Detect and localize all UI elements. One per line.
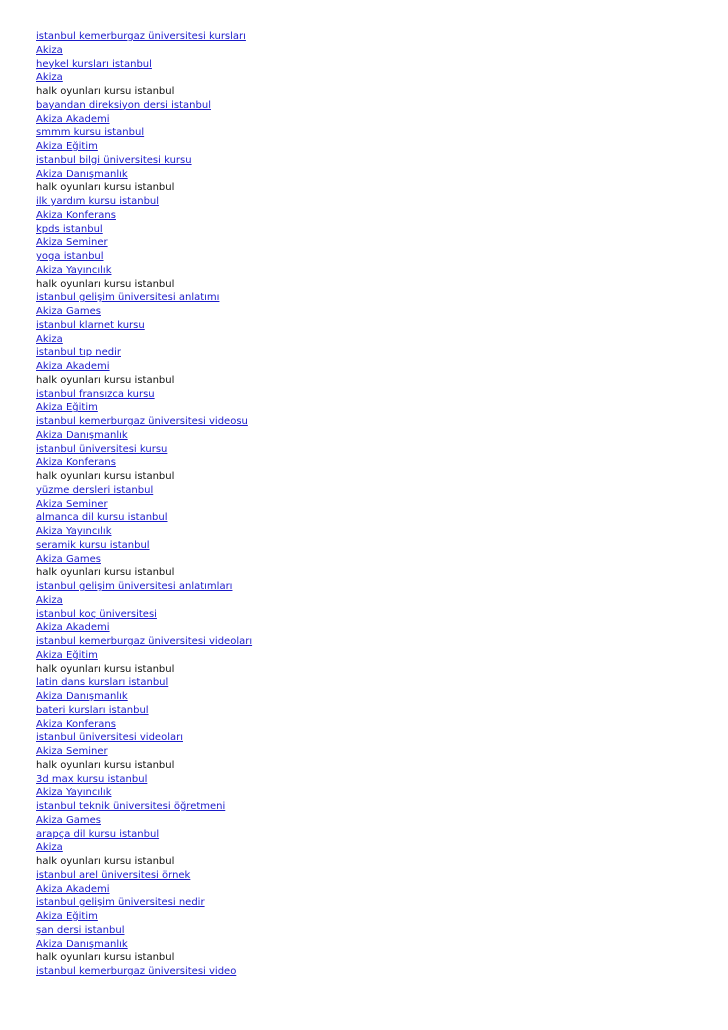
link-line — [36, 841, 696, 855]
link-line — [36, 580, 696, 594]
hyperlink[interactable]: kpds istanbul — [36, 223, 103, 235]
hyperlink[interactable]: istanbul klarnet kursu — [36, 319, 145, 331]
link-line — [36, 113, 696, 127]
link-line — [36, 154, 696, 168]
link-line — [36, 429, 696, 443]
link-line — [36, 126, 696, 140]
link-line — [36, 608, 696, 622]
link-line — [36, 498, 696, 512]
link-line — [36, 209, 696, 223]
link-line — [36, 690, 696, 704]
hyperlink[interactable]: istanbul üniversitesi videoları — [36, 732, 183, 744]
text-line: halk oyunları kursu istanbul — [36, 759, 175, 771]
hyperlink[interactable]: Akiza Eğitim — [36, 402, 98, 414]
link-line — [36, 388, 696, 402]
link-line — [36, 704, 696, 718]
link-line — [36, 676, 696, 690]
link-line — [36, 305, 696, 319]
text-line: halk oyunları kursu istanbul — [36, 278, 175, 290]
link-line — [36, 71, 696, 85]
hyperlink[interactable]: Akiza Konferans — [36, 209, 116, 221]
hyperlink[interactable]: bayandan direksiyon dersi istanbul — [36, 99, 211, 111]
link-line — [36, 800, 696, 814]
hyperlink[interactable]: Akiza Konferans — [36, 457, 116, 469]
link-line — [36, 965, 696, 979]
link-line — [36, 30, 696, 44]
link-line — [36, 291, 696, 305]
hyperlink[interactable]: Akiza Akademi — [36, 622, 110, 634]
hyperlink[interactable]: istanbul üniversitesi kursu — [36, 443, 168, 455]
hyperlink[interactable]: bateri kursları istanbul — [36, 704, 149, 716]
link-line — [36, 511, 696, 525]
link-line — [36, 539, 696, 553]
link-line — [36, 264, 696, 278]
hyperlink[interactable]: yoga istanbul — [36, 251, 104, 262]
link-line — [36, 346, 696, 360]
hyperlink[interactable]: Akiza Danışmanlık — [36, 691, 128, 702]
hyperlink[interactable]: yüzme dersleri istanbul — [36, 484, 154, 496]
link-line — [36, 58, 696, 72]
text-line: halk oyunları kursu istanbul — [36, 182, 175, 194]
hyperlink[interactable]: latin dans kursları istanbul — [36, 677, 169, 689]
hyperlink[interactable]: Akiza Seminer — [36, 498, 108, 510]
hyperlink[interactable]: istanbul kemerburgaz üniversitesi videoları — [36, 636, 253, 647]
link-line — [36, 594, 696, 608]
link-line — [36, 401, 696, 415]
hyperlink[interactable]: Akiza Games — [36, 814, 101, 826]
hyperlink[interactable]: Akiza Konferans — [36, 718, 116, 730]
hyperlink[interactable]: Akiza Yayıncılık — [36, 526, 112, 537]
link-line — [36, 828, 696, 842]
hyperlink[interactable]: smmm kursu istanbul — [36, 127, 145, 139]
text-line: halk oyunları kursu istanbul — [36, 374, 175, 386]
hyperlink[interactable]: Akiza Eğitim — [36, 911, 98, 922]
link-line — [36, 236, 696, 250]
text-line: halk oyunları kursu istanbul — [36, 663, 175, 675]
hyperlink[interactable]: Akiza — [36, 594, 63, 606]
hyperlink[interactable]: Akiza Games — [36, 306, 101, 317]
hyperlink[interactable]: istanbul kemerburgaz üniversitesi videosu — [36, 416, 248, 427]
hyperlink[interactable]: Akiza Akademi — [36, 361, 110, 372]
hyperlink[interactable]: istanbul kemerburgaz üniversitesi kursları — [36, 31, 246, 42]
hyperlink[interactable]: istanbul fransızca kursu — [36, 388, 155, 400]
hyperlink[interactable]: Akiza Yayıncılık — [36, 787, 112, 799]
hyperlink[interactable]: istanbul koç üniversitesi — [36, 608, 157, 620]
link-line — [36, 731, 696, 745]
hyperlink[interactable]: Akiza Eğitim — [36, 141, 98, 152]
link-line — [36, 360, 696, 374]
text-line: halk oyunları kursu istanbul — [36, 856, 175, 867]
link-line — [36, 910, 696, 924]
hyperlink[interactable]: Akiza Yayıncılık — [36, 264, 112, 276]
hyperlink[interactable]: ilk yardım kursu istanbul — [36, 196, 160, 207]
hyperlink[interactable]: Akiza Danışmanlık — [36, 429, 128, 441]
hyperlink[interactable]: istanbul gelişim üniversitesi anlatımları — [36, 581, 233, 592]
hyperlink[interactable]: istanbul gelişim üniversitesi nedir — [36, 897, 205, 909]
hyperlink[interactable]: istanbul bilgi üniversitesi kursu — [36, 154, 192, 166]
link-line — [36, 250, 696, 264]
hyperlink[interactable]: şan dersi istanbul — [36, 924, 125, 936]
link-line — [36, 44, 696, 58]
hyperlink[interactable]: Akiza Seminer — [36, 237, 108, 249]
hyperlink[interactable]: Akiza Danışmanlık — [36, 938, 128, 950]
hyperlink[interactable]: istanbul kemerburgaz üniversitesi video — [36, 966, 237, 977]
link-line — [36, 649, 696, 663]
link-line — [36, 883, 696, 897]
hyperlink[interactable]: Akiza Akademi — [36, 883, 110, 895]
document-page — [36, 30, 696, 979]
hyperlink[interactable]: Akiza Games — [36, 553, 101, 565]
link-line — [36, 140, 696, 154]
hyperlink[interactable]: seramik kursu istanbul — [36, 539, 150, 551]
hyperlink[interactable]: Akiza Akademi — [36, 113, 110, 125]
hyperlink[interactable]: 3d max kursu istanbul — [36, 773, 148, 785]
hyperlink[interactable]: heykel kursları istanbul — [36, 58, 152, 70]
hyperlink[interactable]: Akiza Seminer — [36, 746, 108, 757]
link-line — [36, 938, 696, 952]
hyperlink[interactable]: istanbul arel üniversitesi örnek — [36, 869, 191, 881]
hyperlink[interactable]: Akiza — [36, 842, 63, 854]
link-line — [36, 924, 696, 938]
hyperlink[interactable]: almanca dil kursu istanbul — [36, 512, 168, 524]
hyperlink[interactable]: Akiza — [36, 72, 63, 84]
text-line: halk oyunları kursu istanbul — [36, 567, 175, 579]
text-line: halk oyunları kursu istanbul — [36, 471, 175, 482]
link-line — [36, 635, 696, 649]
hyperlink[interactable]: istanbul gelişim üniversitesi anlatımı — [36, 292, 220, 304]
link-line — [36, 319, 696, 333]
hyperlink[interactable]: istanbul tıp nedir — [36, 347, 121, 359]
link-line — [36, 773, 696, 787]
link-line — [36, 621, 696, 635]
hyperlink[interactable]: Akiza — [36, 333, 63, 345]
link-line — [36, 718, 696, 732]
link-line — [36, 415, 696, 429]
link-line — [36, 333, 696, 347]
hyperlink[interactable]: istanbul teknik üniversitesi öğretmeni — [36, 801, 226, 812]
link-line — [36, 814, 696, 828]
link-line — [36, 195, 696, 209]
link-line — [36, 484, 696, 498]
text-line: halk oyunları kursu istanbul — [36, 86, 175, 97]
link-line — [36, 896, 696, 910]
link-line — [36, 456, 696, 470]
link-line — [36, 745, 696, 759]
link-line — [36, 525, 696, 539]
link-line — [36, 869, 696, 883]
link-line — [36, 223, 696, 237]
link-line — [36, 786, 696, 800]
hyperlink[interactable]: Akiza Eğitim — [36, 649, 98, 661]
hyperlink[interactable]: Akiza — [36, 44, 63, 56]
hyperlink[interactable]: Akiza Danışmanlık — [36, 168, 128, 180]
hyperlink[interactable]: arapça dil kursu istanbul — [36, 828, 160, 840]
link-line — [36, 443, 696, 457]
link-line — [36, 168, 696, 182]
link-line — [36, 553, 696, 567]
link-line — [36, 99, 696, 113]
text-line: halk oyunları kursu istanbul — [36, 952, 175, 964]
